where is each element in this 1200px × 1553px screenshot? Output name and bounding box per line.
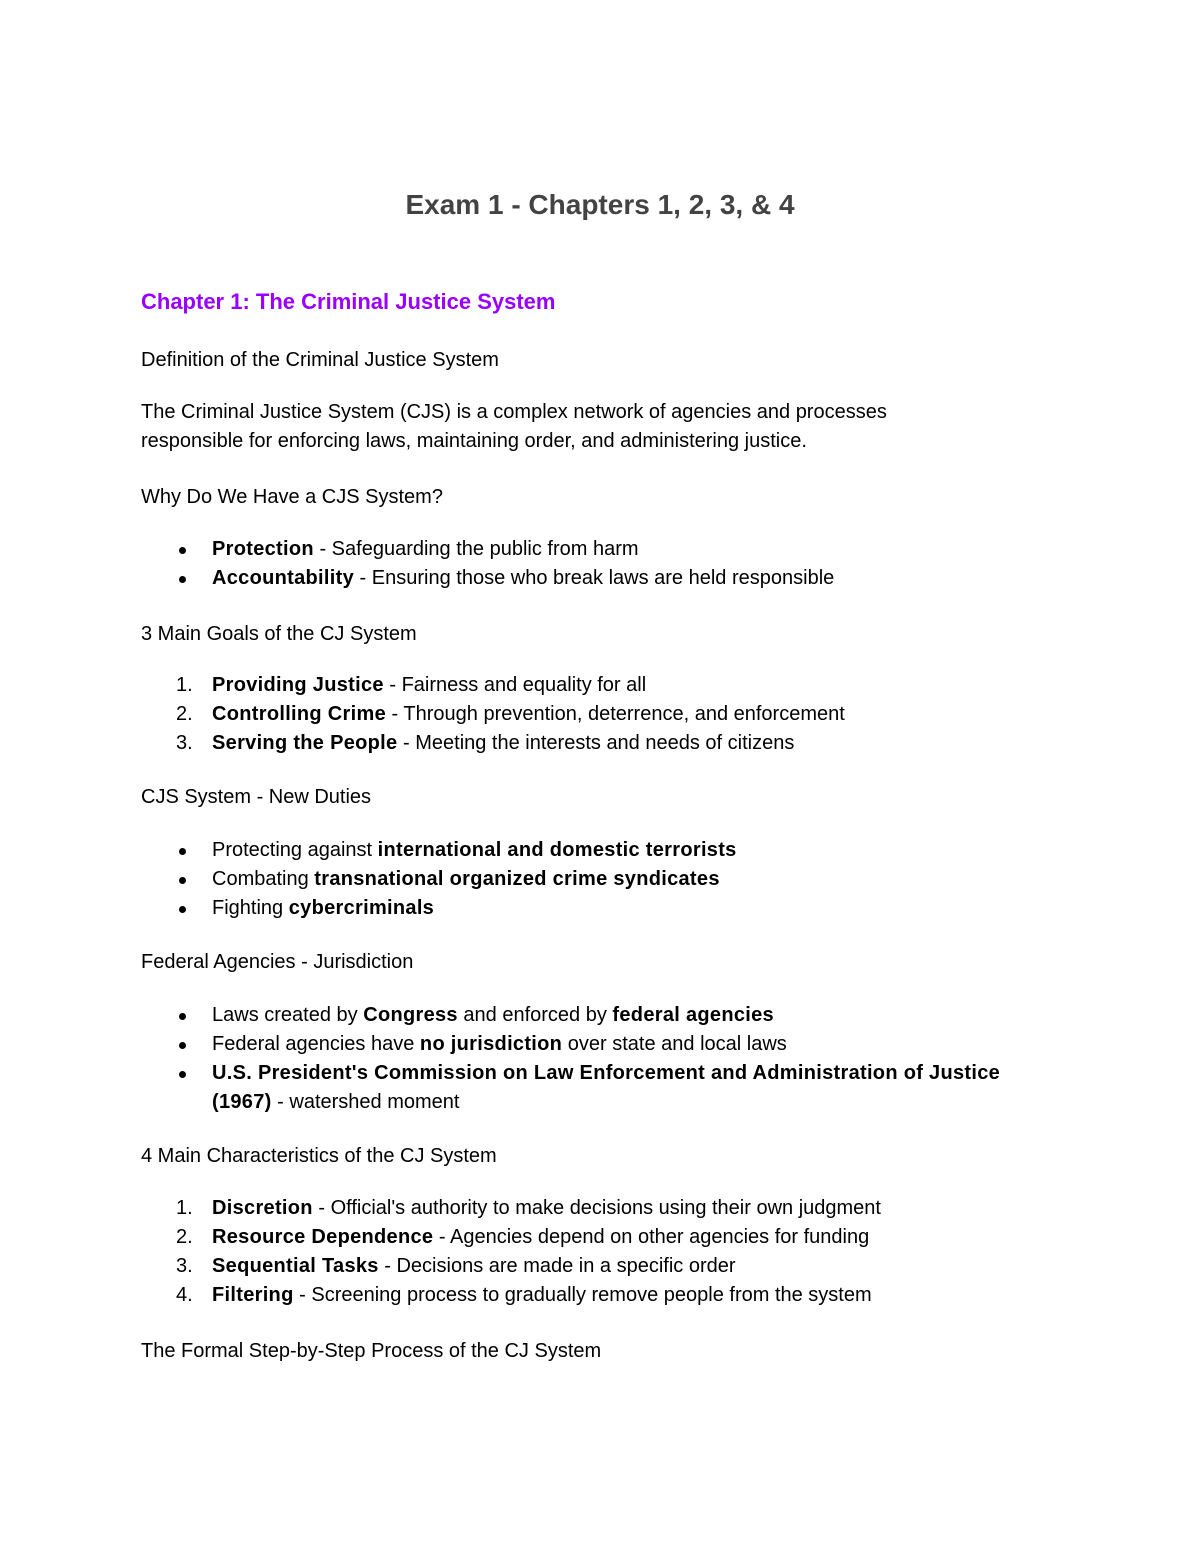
item-term: transnational organized crime syndicates [314, 868, 720, 890]
characteristics-list [141, 1194, 881, 1310]
item-text: and enforced by [457, 1004, 613, 1026]
chapter-heading: Chapter 1: The Criminal Justice System [141, 289, 556, 314]
bullet-icon [179, 848, 186, 855]
bullet-icon [179, 576, 186, 583]
paragraph-line: responsible for enforcing laws, maintaining order, and administering justice. [141, 430, 807, 452]
definition-heading: Definition of the Criminal Justice System [141, 349, 499, 371]
item-term: Congress [363, 1004, 458, 1026]
item-text: - Screening process to gradually remove people from the system [293, 1284, 872, 1306]
duties-heading: CJS System - New Duties [141, 786, 372, 808]
item-text: Fighting [212, 897, 289, 919]
item-term: Serving the People [212, 732, 398, 754]
item-number: 4. [176, 1284, 193, 1306]
why-list [141, 535, 834, 593]
bullet-icon [179, 547, 186, 554]
item-term: Sequential Tasks [212, 1255, 379, 1277]
document-title: Exam 1 - Chapters 1, 2, 3, & 4 [405, 189, 795, 220]
item-term: no jurisdiction [419, 1033, 563, 1055]
list-item [141, 729, 845, 758]
item-number: 2. [176, 1226, 193, 1248]
item-text: - Ensuring those who break laws are held responsible [354, 567, 835, 589]
bullet-icon [179, 1071, 186, 1078]
bullet-icon [179, 906, 186, 913]
item-text: - Official's authority to make decisions using their own judgment [312, 1197, 881, 1219]
list-item [141, 535, 834, 564]
item-number: 2. [176, 703, 193, 725]
item-number: 1. [176, 674, 193, 696]
item-number: 3. [176, 732, 193, 754]
list-item [141, 1252, 881, 1281]
item-text: - Agencies depend on other agencies for funding [433, 1226, 870, 1248]
item-term: federal agencies [612, 1004, 774, 1026]
item-text: Combating [212, 868, 315, 890]
item-term: cybercriminals [288, 897, 435, 919]
list-item [141, 836, 737, 865]
characteristics-heading: 4 Main Characteristics of the CJ System [141, 1145, 497, 1167]
bullet-icon [179, 877, 186, 884]
why-heading: Why Do We Have a CJS System? [141, 486, 443, 508]
item-term: Accountability [212, 567, 354, 589]
item-text: Laws created by [212, 1004, 364, 1026]
item-term: Controlling Crime [212, 703, 386, 725]
item-term: Discretion [212, 1197, 313, 1219]
item-text: over state and local laws [562, 1033, 787, 1055]
goals-heading: 3 Main Goals of the CJ System [141, 623, 417, 645]
item-text: Protecting against [212, 839, 378, 861]
item-text: - Decisions are made in a specific order [378, 1255, 736, 1277]
list-item [141, 865, 737, 894]
duties-list [141, 836, 737, 923]
item-term: Providing Justice [212, 674, 384, 696]
item-term: Protection [212, 538, 314, 560]
list-item [141, 1001, 1000, 1030]
list-item [141, 1194, 881, 1223]
paragraph-line: The Criminal Justice System (CJS) is a complex network of agencies and processes [141, 401, 887, 423]
federal-list [141, 1001, 1000, 1117]
item-text: - Through prevention, deterrence, and enforcement [386, 703, 845, 725]
item-text: - watershed moment [271, 1091, 460, 1113]
item-text: Federal agencies have [212, 1033, 420, 1055]
process-heading: The Formal Step-by-Step Process of the CJ System [141, 1340, 602, 1362]
item-term: U.S. President's Commission on Law Enforcement and Administration of Justice [212, 1062, 1001, 1084]
list-item [141, 894, 737, 923]
bullet-icon [179, 1042, 186, 1049]
bullet-icon [179, 1013, 186, 1020]
definition-paragraph [141, 398, 887, 456]
list-item [141, 1030, 1000, 1059]
item-text: - Fairness and equality for all [383, 674, 647, 696]
list-item [141, 671, 845, 700]
item-text: - Safeguarding the public from harm [313, 538, 639, 560]
item-number: 3. [176, 1255, 193, 1277]
list-item [141, 700, 845, 729]
goals-list [141, 671, 845, 758]
list-item [141, 1223, 881, 1252]
item-term: international and domestic terrorists [377, 839, 737, 861]
item-term: Filtering [212, 1284, 294, 1306]
list-item [141, 1059, 1000, 1117]
item-term: (1967) [212, 1091, 272, 1113]
list-item [141, 564, 834, 593]
item-text: - Meeting the interests and needs of citizens [397, 732, 795, 754]
list-item [141, 1281, 881, 1310]
item-number: 1. [176, 1197, 193, 1219]
federal-heading: Federal Agencies - Jurisdiction [141, 951, 414, 973]
item-term: Resource Dependence [212, 1226, 434, 1248]
